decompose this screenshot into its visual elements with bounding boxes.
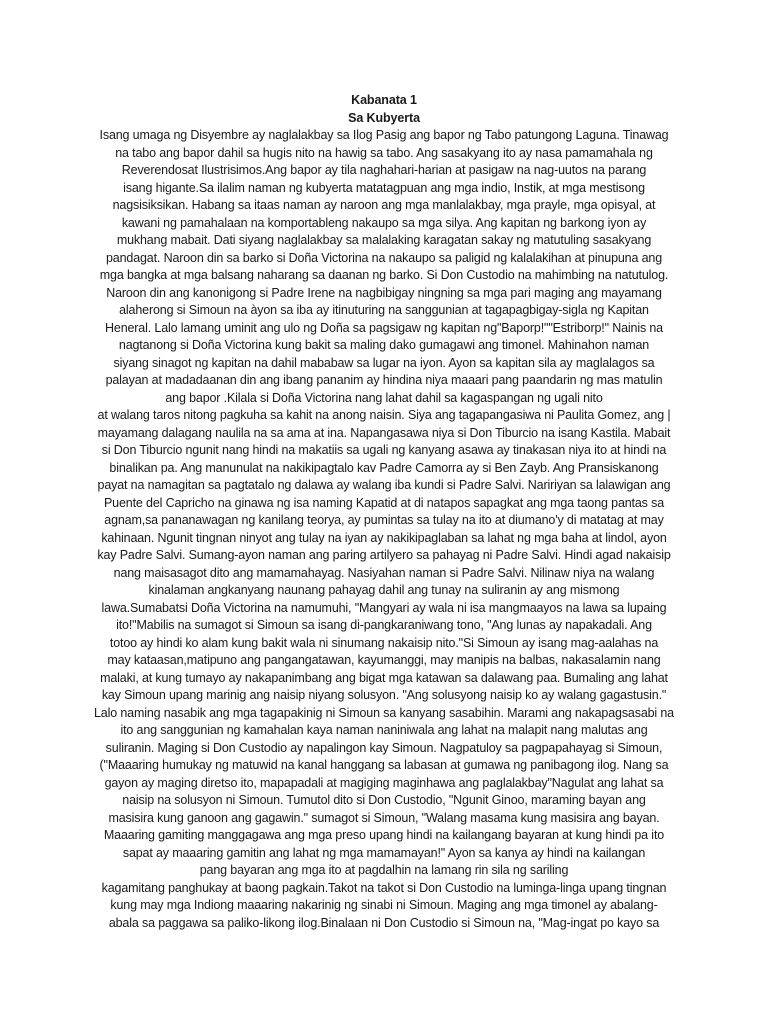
text-line: nagtanong si Doña Victorina kung bakit sa maling dako gumagawi ang timonel. Mahinahon naman xyxy=(118,338,650,352)
text-line: binalikan pa. Ang manunulat na nakikipagtalo kav Padre Camorra ay si Ben Zayb. Ang Pransiskanong xyxy=(109,460,659,475)
text-line: payat na namagitan sa pagtatalo ng dalawa ay walang iba kundi si Padre Salvi. Naririyan sa lalawigan ang xyxy=(97,478,671,492)
text-line: malaki, at kung tumayo ay nakapanimbang ang bigat mga katawan sa dalawang paa. Bumaling ang lahat xyxy=(100,670,668,685)
text-line: kay Simoun upang marinig ang naisip niyang solusyon. "Ang solusyong naisip ko ay walang gagastusin." xyxy=(101,688,667,702)
text-line: Isang umaga ng Disyembre ay naglalakbay sa Ilog Pasig ang bapor ng Tabo patungong Laguna. Tinawag xyxy=(99,128,669,142)
text-line: kahinaan. Ngunit tingnan ninyot ang tulay na iyan ay nakikipaglaban sa lahat ng mga baha at lindol, ayon xyxy=(101,530,667,545)
text-line: pang bayaran ang mga ito at pagdalhin na lamang rin sila ng sariling xyxy=(199,863,569,877)
text-line: at walang taros nitong pagkuha sa kahit na anong naisin. Siya ang tagapangasiwa ni Paulita Gomez, ang | xyxy=(97,408,671,422)
text-line: Heneral. Lalo lamang uminit ang ulo ng Doña sa pagsigaw ng kapitan ng"Baporp!""Estriborp!" Nainis na xyxy=(105,320,663,335)
text-line: kung may mga Indiong maaaring nakarinig ng sinabi ni Simoun. Maging ang mga timonel ay abalang- xyxy=(110,898,658,912)
text-line: may kataasan,matipuno ang pangangatawan, kayumanggi, may manipis na balbas, nakasalamin nang xyxy=(107,653,661,667)
text-line: gayon ay maging diretso ito, mapapadali at magiging maginhawa ang paglalakbay"Nagulat ang lahat sa xyxy=(104,775,664,790)
text-line: Puente del Capricho na ginawa ng isa naming Kapatid at di natapos sapagkat ang mga taong pantas sa xyxy=(103,495,664,510)
text-line: mga bangka at mga balsang naharang sa daanan ng barko. Si Don Custodio na mahimbing na natutulog. xyxy=(99,268,669,282)
text-line: kay Padre Salvi. Sumang-ayon naman ang paring artilyero sa pahayag ni Padre Salvi. Hindi agad nakaisip xyxy=(97,548,671,562)
text-line: totoo ay hindi ko alam kung bakit wala ni sinumang nakaisip nito."Si Simoun ay isang mag-aalahas na xyxy=(109,635,659,650)
text-line: si Don Tiburcio ngunit nang hindi na makatiis sa ugali ng kanyang asawa ay tinakasan niya ito at hindi na xyxy=(101,443,667,457)
text-line: nang maisasagot dito ang mamamahayag. Nasiyahan naman si Padre Salvi. Nilinaw niya na walang xyxy=(113,565,655,580)
text-line: ("Maaaring humukay ng matuwid na kanal hanggang sa labasan at gumawa ng panibagong ilog. Nang sa xyxy=(99,758,669,772)
text-line: na tabo ang bapor dahil sa hugis nito na hawig sa tabo. Ang sasakyang ito ay nasa pamamahala ng xyxy=(115,145,653,160)
text-line: masisira kung ganoon ang gagawin." sumagot si Simoun, "Walang masama kung masisira ang bayan. xyxy=(108,810,660,825)
text-line: naisip na solusyon ni Simoun. Tumutol dito si Don Custodio, "Ngunit Ginoo, maraming bayan ang xyxy=(122,793,646,807)
text-line: Maaaring gamiting manggagawa ang mga preso upang hindi na kailangang bayaran at kung hindi pa ito xyxy=(103,828,665,842)
text-line: kinalaman angkanyang naunang pahayag dahil ang tunay na suliranin ay ang mismong xyxy=(148,583,620,597)
text-line: agnam,sa pananawagan ng kanilang teorya, ay pumintas sa tulay na ito at diumano'y di matatag at may xyxy=(104,513,664,527)
chapter-subtitle: Sa Kubyerta xyxy=(348,110,420,125)
text-line: suliranin. Maging si Don Custodio ay napalingon kay Simoun. Nagpatuloy sa pagpapahayag si Simoun, xyxy=(105,740,663,755)
text-line: mayamang dalagang naulila na sa ama at ina. Napangasawa niya si Don Tiburcio na isang Kastila. Mabait xyxy=(97,425,671,440)
text-line: ito ang sanggunian ng kamahalan kaya naman naniniwala ang lahat na malapit nang malutas ang xyxy=(120,723,648,737)
text-line: Reverendosat Ilustrisimos.Ang bapor ay tila naghahari-harian at pasigaw na nag-uutos na parang xyxy=(121,163,647,177)
text-line: siyang sinagot ng kapitan na dahil mababaw sa lugar na iyon. Ayon sa kapitan sila ay maglalagos sa xyxy=(113,355,655,370)
text-line: mukhang mabait. Dati siyang naglalakbay sa malalaking karagatan sakay ng matutuling sasakyang xyxy=(116,233,652,247)
text-line: pandagat. Naroon din sa barko si Doña Victorina na nakaupo sa paligid ng kalalakihan at pinupuna ang xyxy=(105,250,662,265)
text-line: isang higante.Sa ilalim naman ng kubyerta matatagpuan ang mga indio, Instik, at mga mestisong xyxy=(123,180,645,195)
text-line: ito!"Mabilis na sumagot si Simoun sa isang di-pangkaraniwang tono, "Ang lunas ay napakadali. Ang xyxy=(116,618,652,632)
body-text xyxy=(80,127,688,932)
text-line: abala sa paggawa sa paliko-likong ilog.Binalaan ni Don Custodio si Simoun na, "Mag-ingat po kayo sa xyxy=(108,915,660,930)
text-line: kawani ng pamahalaan na komportableng nakaupo sa mga silya. Ang kapitan ng barkong iyon ay xyxy=(121,215,647,230)
text-line: palayan at madadaanan din ang ibang pananim ay hindina niya maaari pang paandarin ng mas matulin xyxy=(105,373,663,387)
text-line: sapat ay maaaring gamitin ang lahat ng mga mamamayan!" Ayon sa kanya ay hindi na kailangan xyxy=(122,845,646,860)
text-line: nagsisiksikan. Habang sa itaas naman ay naroon ang mga manlalakbay, mga prayle, mga opisyal, at xyxy=(112,198,656,212)
chapter-title: Kabanata 1 xyxy=(351,93,417,107)
text-line: lawa.Sumabatsi Doña Victorina na namumuhi, "Mangyari ay wala ni isa mangmaayos na lawa sa lupaing xyxy=(101,600,667,615)
text-line: kagamitang panghukay at baong pagkain.Takot na takot si Don Custodio na luminga-linga upang tingnan xyxy=(101,880,667,895)
document-page xyxy=(80,92,688,932)
text-line: Naroon din ang kanonigong si Padre Irene na nagbibigay ningning sa mga pari maging ang mayamang xyxy=(106,285,662,300)
text-line: alaherong si Simoun na àyon sa iba ay itinuturing na sanggunian at tagapagbigay-sigla ng Kapitan xyxy=(119,303,649,317)
text-line: Lalo naming nasabik ang mga tagapakinig ni Simoun sa kanyang sasabihin. Marami ang nakapagsasabi na xyxy=(94,705,674,720)
text-line: ang bapor .Kilala si Doña Victorina nang lahat dahil sa kagaspangan ng ugali nito xyxy=(165,390,603,405)
